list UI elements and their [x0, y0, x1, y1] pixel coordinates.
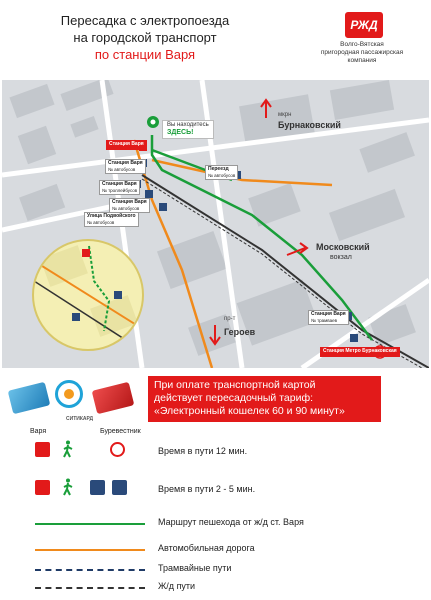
- tariff-box: [148, 376, 381, 422]
- train-icon: [35, 480, 50, 495]
- title-line-3: по станции Варя: [94, 47, 196, 62]
- walk-line-sample: [35, 523, 145, 525]
- legend-transfer: [0, 476, 431, 506]
- sitikard-logo-icon: [55, 380, 83, 408]
- area-map: [2, 80, 429, 368]
- road-line-sample: [35, 549, 145, 551]
- you-are-here-line-2: ЗДЕСЬ!: [167, 129, 194, 136]
- stop-routes: № автобусов: [112, 205, 140, 211]
- time-metro-text: Время в пути 12 мин.: [158, 446, 248, 456]
- title-line-2: на городской транспорт: [73, 30, 217, 45]
- stop-routes: № автобусов: [108, 166, 136, 172]
- stop-routes: № автобусов: [87, 219, 115, 225]
- district-moskovsky: Московский: [316, 242, 370, 252]
- tram-text: Трамвайные пути: [158, 563, 232, 573]
- stop-name: Переезд: [208, 166, 229, 172]
- road-text: Автомобильная дорога: [158, 543, 255, 553]
- legend-road: [0, 540, 431, 560]
- walk-route-text: Маршрут пешехода от ж/д ст. Варя: [158, 517, 304, 527]
- tariff-line-2: действует пересадочный тариф:: [154, 392, 314, 404]
- stop-name: Улица Подвойского: [87, 213, 136, 219]
- time-transfer-text: Время в пути 2 - 5 мин.: [158, 484, 256, 494]
- rzd-logo: [345, 12, 383, 38]
- stop-varya-station-label: Станция Варя: [109, 141, 144, 147]
- tariff-line-3: «Электронный кошелек 60 и 90 минут»: [154, 405, 345, 417]
- stop-routes: № троллейбусов: [102, 187, 138, 193]
- tram-line-sample: [35, 569, 145, 571]
- district-moskovsky-sub: вокзал: [330, 254, 352, 261]
- stop-name: Станция Варя: [108, 160, 143, 166]
- transport-card-red-icon: [92, 382, 135, 414]
- train-icon: [35, 442, 50, 457]
- stop-metro-burnakovskaya: [320, 347, 400, 357]
- transport-card-blue-icon: [8, 382, 51, 414]
- stop-name: Станция Метро Бурнаковская: [323, 348, 397, 354]
- sitikard-caption: СИТИКАРД: [66, 416, 94, 422]
- legend-rail: [0, 578, 431, 598]
- company-line-3: компания: [347, 57, 377, 64]
- tariff-section: [0, 372, 431, 422]
- station-varya-label: Варя: [30, 428, 47, 435]
- stop-routes: № автобусов: [208, 172, 236, 178]
- inset-drawing: [34, 241, 144, 351]
- company-line-2: пригородная пассажирская: [320, 49, 404, 56]
- rail-text: Ж/д пути: [158, 581, 196, 591]
- company-name: [296, 41, 428, 65]
- stop-pereezd: [205, 165, 238, 180]
- header: [0, 0, 431, 78]
- company-line-1: Волго-Вятская: [340, 41, 384, 48]
- stop-station-varya-2: [99, 180, 140, 195]
- you-are-here-label: [162, 120, 214, 139]
- stop-podvoisky: [84, 212, 139, 227]
- stop-name: Станция Варя: [112, 199, 147, 205]
- rail-line-sample: [35, 587, 145, 589]
- stop-station-varya-3: [109, 198, 150, 213]
- metro-station-icon: [110, 442, 125, 457]
- bus-stop-icon: [90, 480, 105, 495]
- tariff-line-1: При оплате транспортной картой: [154, 379, 316, 391]
- station-burevestnik-label: Буревестник: [100, 428, 141, 435]
- stop-routes: № трамваев: [311, 317, 337, 323]
- road-line-2: [152, 160, 332, 185]
- stop-tram: [308, 310, 349, 325]
- district-burnakovsky-prefix: мкрн: [278, 112, 292, 118]
- bus-icon: [112, 480, 127, 495]
- stop-station-varya-1: [105, 159, 146, 174]
- district-geroev: Героев: [224, 327, 256, 337]
- title-line-1: Пересадка с электропоезда: [60, 13, 230, 28]
- stop-name: Станция Варя: [311, 311, 346, 317]
- walker-icon: [62, 440, 74, 458]
- walker-icon: [62, 478, 74, 496]
- rzd-logo-icon: [345, 12, 383, 38]
- stop-name: Станция Варя: [102, 181, 137, 187]
- legend-tram: [0, 560, 431, 580]
- station-inset-map: [32, 239, 144, 351]
- logo-text: РЖД: [350, 18, 378, 32]
- you-are-here-line-1: Вы находитесь: [167, 122, 209, 128]
- legend-walk: [0, 514, 431, 534]
- district-burnakovsky: Бурнаковский: [278, 120, 341, 130]
- stop-varya-station: [106, 140, 147, 150]
- page-title: [0, 12, 290, 63]
- district-geroev-prefix: пр-т: [224, 316, 236, 322]
- legend-metro-route: [0, 428, 431, 468]
